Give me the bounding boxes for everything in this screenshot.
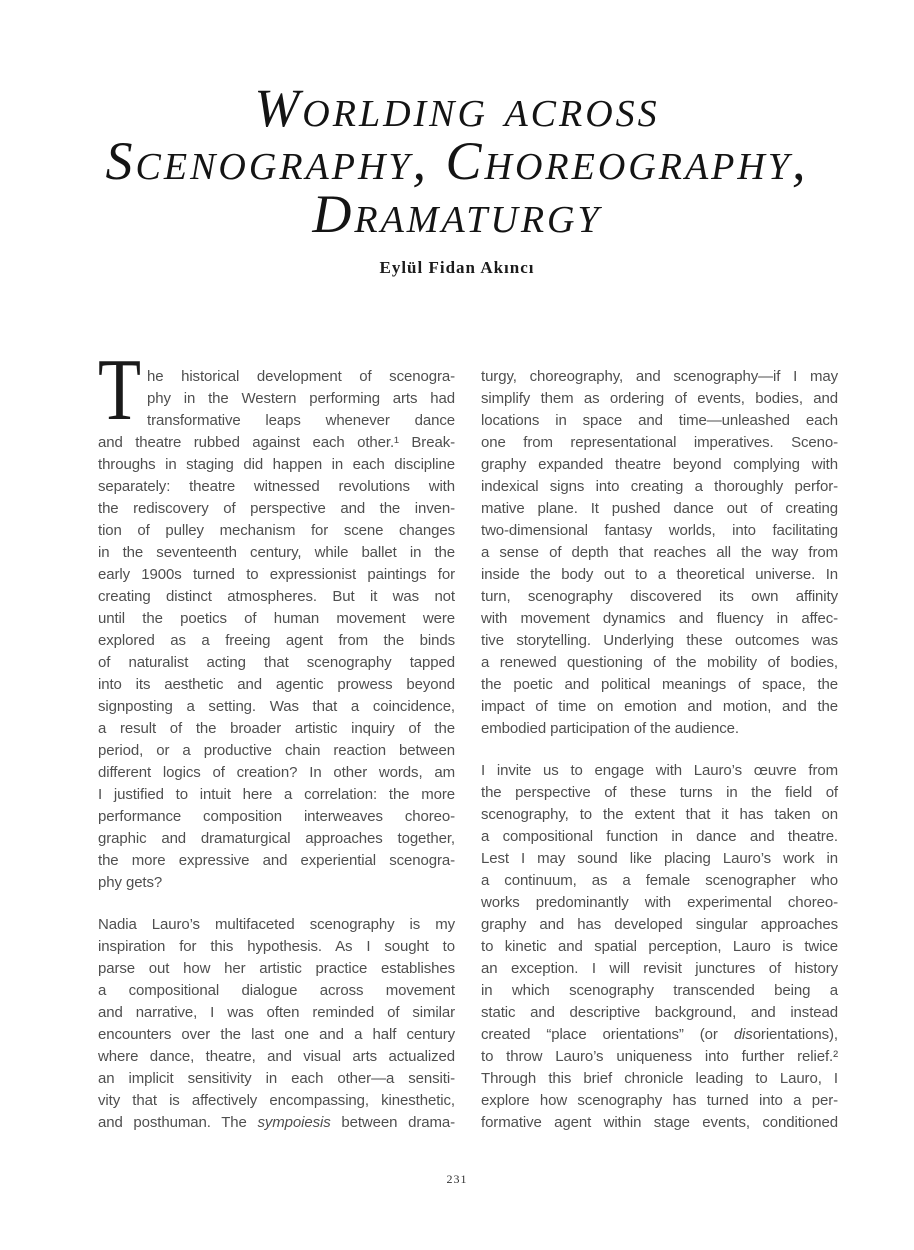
title-line-1: Worlding across [254,78,660,138]
text-line: early 1900s turned to expressionist paintings for [98,566,455,583]
text-line: graphy and has developed singular approaches [481,916,838,933]
text-line: phy in the Western performing arts had [147,390,455,407]
column-left [98,342,455,1134]
text-line: in which scenography transcended being a [481,982,838,999]
title-line-2: Scenography, Choreography, [105,131,809,191]
text-line: tion of pulley mechanism for scene changes [98,522,455,539]
text-line: a result of the broader artistic inquiry of the [98,720,455,737]
text-line: transformative leaps whenever dance [147,412,455,429]
paragraph [481,760,838,1134]
text-line: phy gets? [98,874,163,891]
text-line: an implicit sensitivity in each other—a sensiti- [98,1070,455,1087]
text-line: mative plane. It pushed dance out of creating [481,500,838,517]
text-line: the poetic and political meanings of space, the [481,676,838,693]
text-line: separately: theatre witnessed revolutions with [98,478,455,495]
text-line: Through this brief chronicle leading to Lauro, I [481,1070,838,1087]
text-line: an exception. I will revisit junctures of history [481,960,838,977]
text-line: in the seventeenth century, while ballet in the [98,544,455,561]
text-line: graphy expanded theatre beyond complying with [481,456,838,473]
text-line: vity that is affectively encompassing, kinesthetic, [98,1092,455,1109]
text-line: turn, scenography discovered its own affinity [481,588,838,605]
text-line: performance composition interweaves choreo- [98,808,455,825]
drop-cap: T [98,342,141,439]
text-line: a renewed questioning of the mobility of bodies, [481,654,838,671]
text-line: period, or a productive chain reaction between [98,742,455,759]
text-line: until the poetics of human movement were [98,610,455,627]
text-line: Nadia Lauro’s multifaceted scenography is my [98,916,455,933]
author-name: Eylül Fidan Akıncı [379,258,535,277]
text-line: simplify them as ordering of events, bodies, and [481,390,838,407]
text-line: a compositional dialogue across movement [98,982,455,999]
text-line: formative agent within stage events, conditioned [481,1114,838,1131]
text-line: to kinetic and spatial perception, Lauro is twice [481,938,838,955]
text-line: created “place orientations” (or disorientations), [481,1026,838,1043]
text-line: scenography, to the extent that it has taken on [481,806,838,823]
text-line: and posthuman. The sympoiesis between drama- [98,1114,455,1131]
text-line: a compositional function in dance and theatre. [481,828,838,845]
text-line: explore how scenography has turned into a per- [481,1092,838,1109]
text-line: indexical signs into creating a thoroughly perfor- [481,478,838,495]
text-line: impact of time on emotion and motion, and the [481,698,838,715]
paragraph [98,914,455,1134]
text-line: into its aesthetic and agentic prowess beyond [98,676,455,693]
paragraph [481,366,838,740]
text-line: a sense of depth that reaches all the way from [481,544,838,561]
text-line: of naturalist acting that scenography tapped [98,654,455,671]
text-line: two-dimensional fantasy worlds, into facilitating [481,522,838,539]
text-line: throughs in staging did happen in each discipline [98,456,455,473]
text-line: the rediscovery of perspective and the inven- [98,500,455,517]
text-line: Lest I may sound like placing Lauro’s work in [481,850,838,867]
text-line: the more expressive and experiential scenogra- [98,852,455,869]
text-line: I invite us to engage with Lauro’s œuvre from [481,762,838,779]
paragraph-gap [481,740,838,760]
text-line: with movement dynamics and fluency in affec- [481,610,838,627]
paragraph-gap [98,894,455,914]
text-line: signposting a setting. Was that a coincidence, [98,698,455,715]
article-body [98,342,838,1134]
text-line: and narrative, I was often reminded of similar [98,1004,455,1021]
article-title [0,78,914,244]
paragraph [98,342,455,894]
text-line: turgy, choreography, and scenography—if I may [481,368,838,385]
text-line: static and descriptive background, and instead [481,1004,838,1021]
text-line: locations in space and time—unleashed each [481,412,838,429]
text-line: graphic and dramaturgical approaches together, [98,830,455,847]
text-line: I justified to intuit here a correlation: the more [98,786,455,803]
text-line: explored as a freeing agent from the binds [98,632,455,649]
text-line: he historical development of scenogra- [147,368,455,385]
text-line: embodied participation of the audience. [481,720,739,737]
text-line: tive storytelling. Underlying these outcomes was [481,632,838,649]
text-line: works predominantly with experimental choreo- [481,894,838,911]
page-number: 231 [446,1172,468,1186]
column-right [481,366,838,1134]
text-line: inside the body out to a theoretical universe. In [481,566,838,583]
text-line: the perspective of these turns in the field of [481,784,838,801]
text-line: inspiration for this hypothesis. As I sought to [98,938,455,955]
text-line: one from representational imperatives. Sceno- [481,434,838,451]
text-line: parse out how her artistic practice establishes [98,960,455,977]
text-line: to throw Lauro’s uniqueness into further relief.² [481,1048,838,1065]
title-line-3: Dramaturgy [312,184,602,244]
text-line: where dance, theatre, and visual arts actualized [98,1048,455,1065]
text-line: and theatre rubbed against each other.¹ Break- [98,434,455,451]
text-line: a continuum, as a female scenographer who [481,872,838,889]
text-line: creating distinct atmospheres. But it was not [98,588,455,605]
text-line: encounters over the last one and a half century [98,1026,455,1043]
text-line: different logics of creation? In other words, am [98,764,455,781]
